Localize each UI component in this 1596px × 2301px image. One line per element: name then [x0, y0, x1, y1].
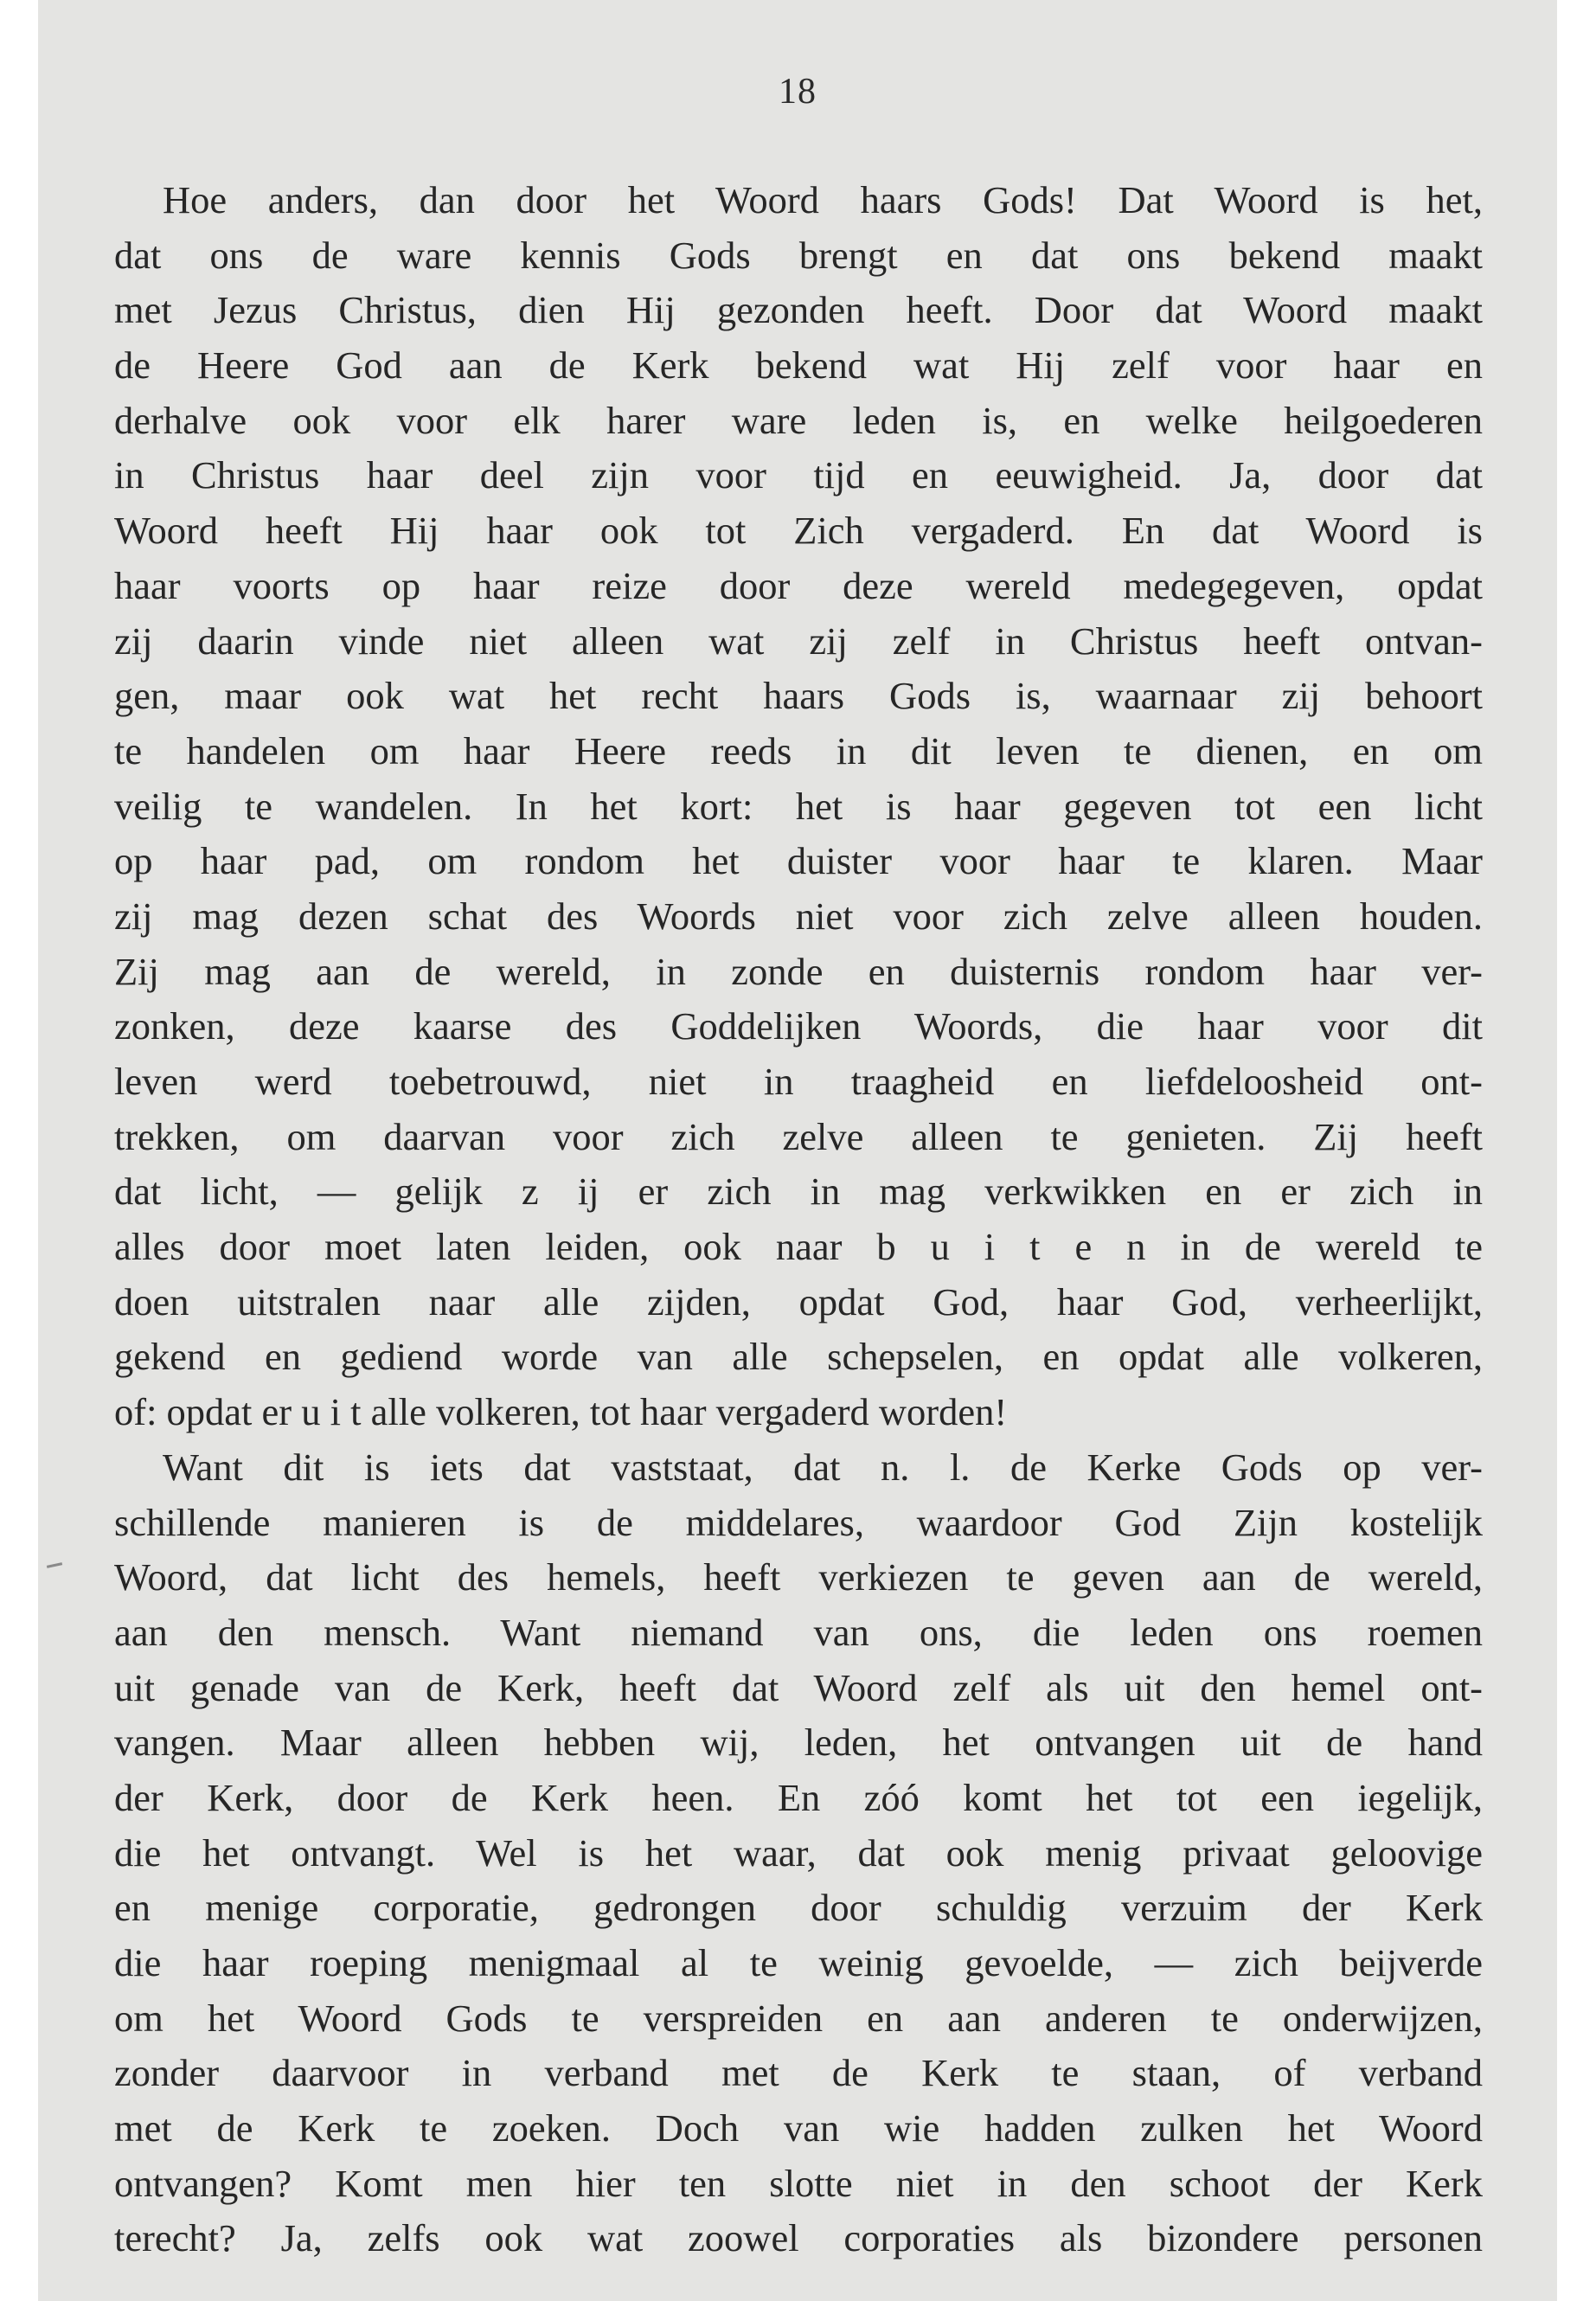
- text-line: vangen. Maar alleen hebben wij, leden, het ontvangen uit de hand: [114, 1721, 1483, 1765]
- text-line: en menige corporatie, gedrongen door schuldig verzuim der Kerk: [114, 1886, 1483, 1930]
- text-line: Hoe anders, dan door het Woord haars Gods! Dat Woord is het,: [163, 178, 1483, 221]
- text-line: Zij mag aan de wereld, in zonde en duisternis rondom haar ver-: [114, 949, 1483, 993]
- text-line: alles door moet laten leiden, ook naar b u i t e n in de wereld te: [114, 1225, 1483, 1269]
- text-line: zij mag dezen schat des Woords niet voor zich zelve alleen houden.: [114, 894, 1483, 938]
- text-line: derhalve ook voor elk harer ware leden is, en welke heilgoederen: [114, 398, 1483, 442]
- text-line: dat licht, — gelijk z ij er zich in mag verkwikken en er zich in: [114, 1170, 1483, 1214]
- text-line: die haar roeping menigmaal al te weinig gevoelde, — zich beijverde: [114, 1941, 1483, 1984]
- text-line: om het Woord Gods te verspreiden en aan anderen te onderwijzen,: [114, 1996, 1483, 2040]
- text-line: uit genade van de Kerk, heeft dat Woord zelf als uit den hemel ont-: [114, 1665, 1483, 1709]
- text-line: gen, maar ook wat het recht haars Gods is, waarnaar zij behoort: [114, 674, 1483, 718]
- text-line: Woord heeft Hij haar ook tot Zich vergaderd. En dat Woord is: [114, 509, 1483, 553]
- text-line: terecht? Ja, zelfs ook wat zoowel corporaties als bizondere personen: [114, 2216, 1483, 2260]
- text-line: zonder daarvoor in verband met de Kerk te staan, of verband: [114, 2051, 1483, 2095]
- text-line: trekken, om daarvan voor zich zelve alleen te genieten. Zij heeft: [114, 1114, 1483, 1158]
- margin-mark: [47, 1562, 62, 1568]
- text-line: aan den mensch. Want niemand van ons, die leden ons roemen: [114, 1610, 1483, 1654]
- scanned-page: [38, 0, 1557, 2301]
- text-line: de Heere God aan de Kerk bekend wat Hij zelf voor haar en: [114, 343, 1483, 388]
- text-line: Want dit is iets dat vaststaat, dat n. l. de Kerke Gods op ver-: [163, 1445, 1483, 1489]
- text-line: zij daarin vinde niet alleen wat zij zelf in Christus heeft ontvan-: [114, 619, 1483, 663]
- text-line: op haar pad, om rondom het duister voor haar te klaren. Maar: [114, 839, 1483, 883]
- text-line: of: opdat er u i t alle volkeren, tot haar vergaderd worden!: [114, 1390, 1008, 1434]
- text-line: haar voorts op haar reize door deze wereld medegegeven, opdat: [114, 563, 1483, 607]
- text-line: ontvangen? Komt men hier ten slotte niet in den schoot der Kerk: [114, 2161, 1483, 2205]
- text-line: veilig te wandelen. In het kort: het is haar gegeven tot een licht: [114, 784, 1483, 828]
- text-line: zonken, deze kaarse des Goddelijken Woords, die haar voor dit: [114, 1004, 1483, 1048]
- text-line: dat ons de ware kennis Gods brengt en dat ons bekend maakt: [114, 233, 1483, 277]
- text-line: schillende manieren is de middelares, waardoor God Zijn kostelijk: [114, 1500, 1483, 1544]
- text-line: leven werd toebetrouwd, niet in traagheid en liefdeloosheid ont-: [114, 1060, 1483, 1103]
- text-line: die het ontvangt. Wel is het waar, dat ook menig privaat geloovige: [114, 1830, 1483, 1875]
- text-line: der Kerk, door de Kerk heen. En zóó komt het tot een iegelijk,: [114, 1775, 1483, 1819]
- text-line: Woord, dat licht des hemels, heeft verkiezen te geven aan de wereld,: [114, 1555, 1483, 1599]
- page-number: 18: [779, 72, 817, 112]
- text-line: met de Kerk te zoeken. Doch van wie hadden zulken het Woord: [114, 2106, 1483, 2150]
- text-line: doen uitstralen naar alle zijden, opdat God, haar God, verheerlijkt,: [114, 1279, 1483, 1324]
- text-line: in Christus haar deel zijn voor tijd en eeuwigheid. Ja, door dat: [114, 453, 1483, 497]
- text-line: gekend en gediend worde van alle schepselen, en opdat alle volkeren,: [114, 1335, 1483, 1379]
- text-line: te handelen om haar Heere reeds in dit leven te dienen, en om: [114, 728, 1483, 772]
- body-text: [114, 173, 1483, 2266]
- text-line: met Jezus Christus, dien Hij gezonden heeft. Door dat Woord maakt: [114, 288, 1483, 332]
